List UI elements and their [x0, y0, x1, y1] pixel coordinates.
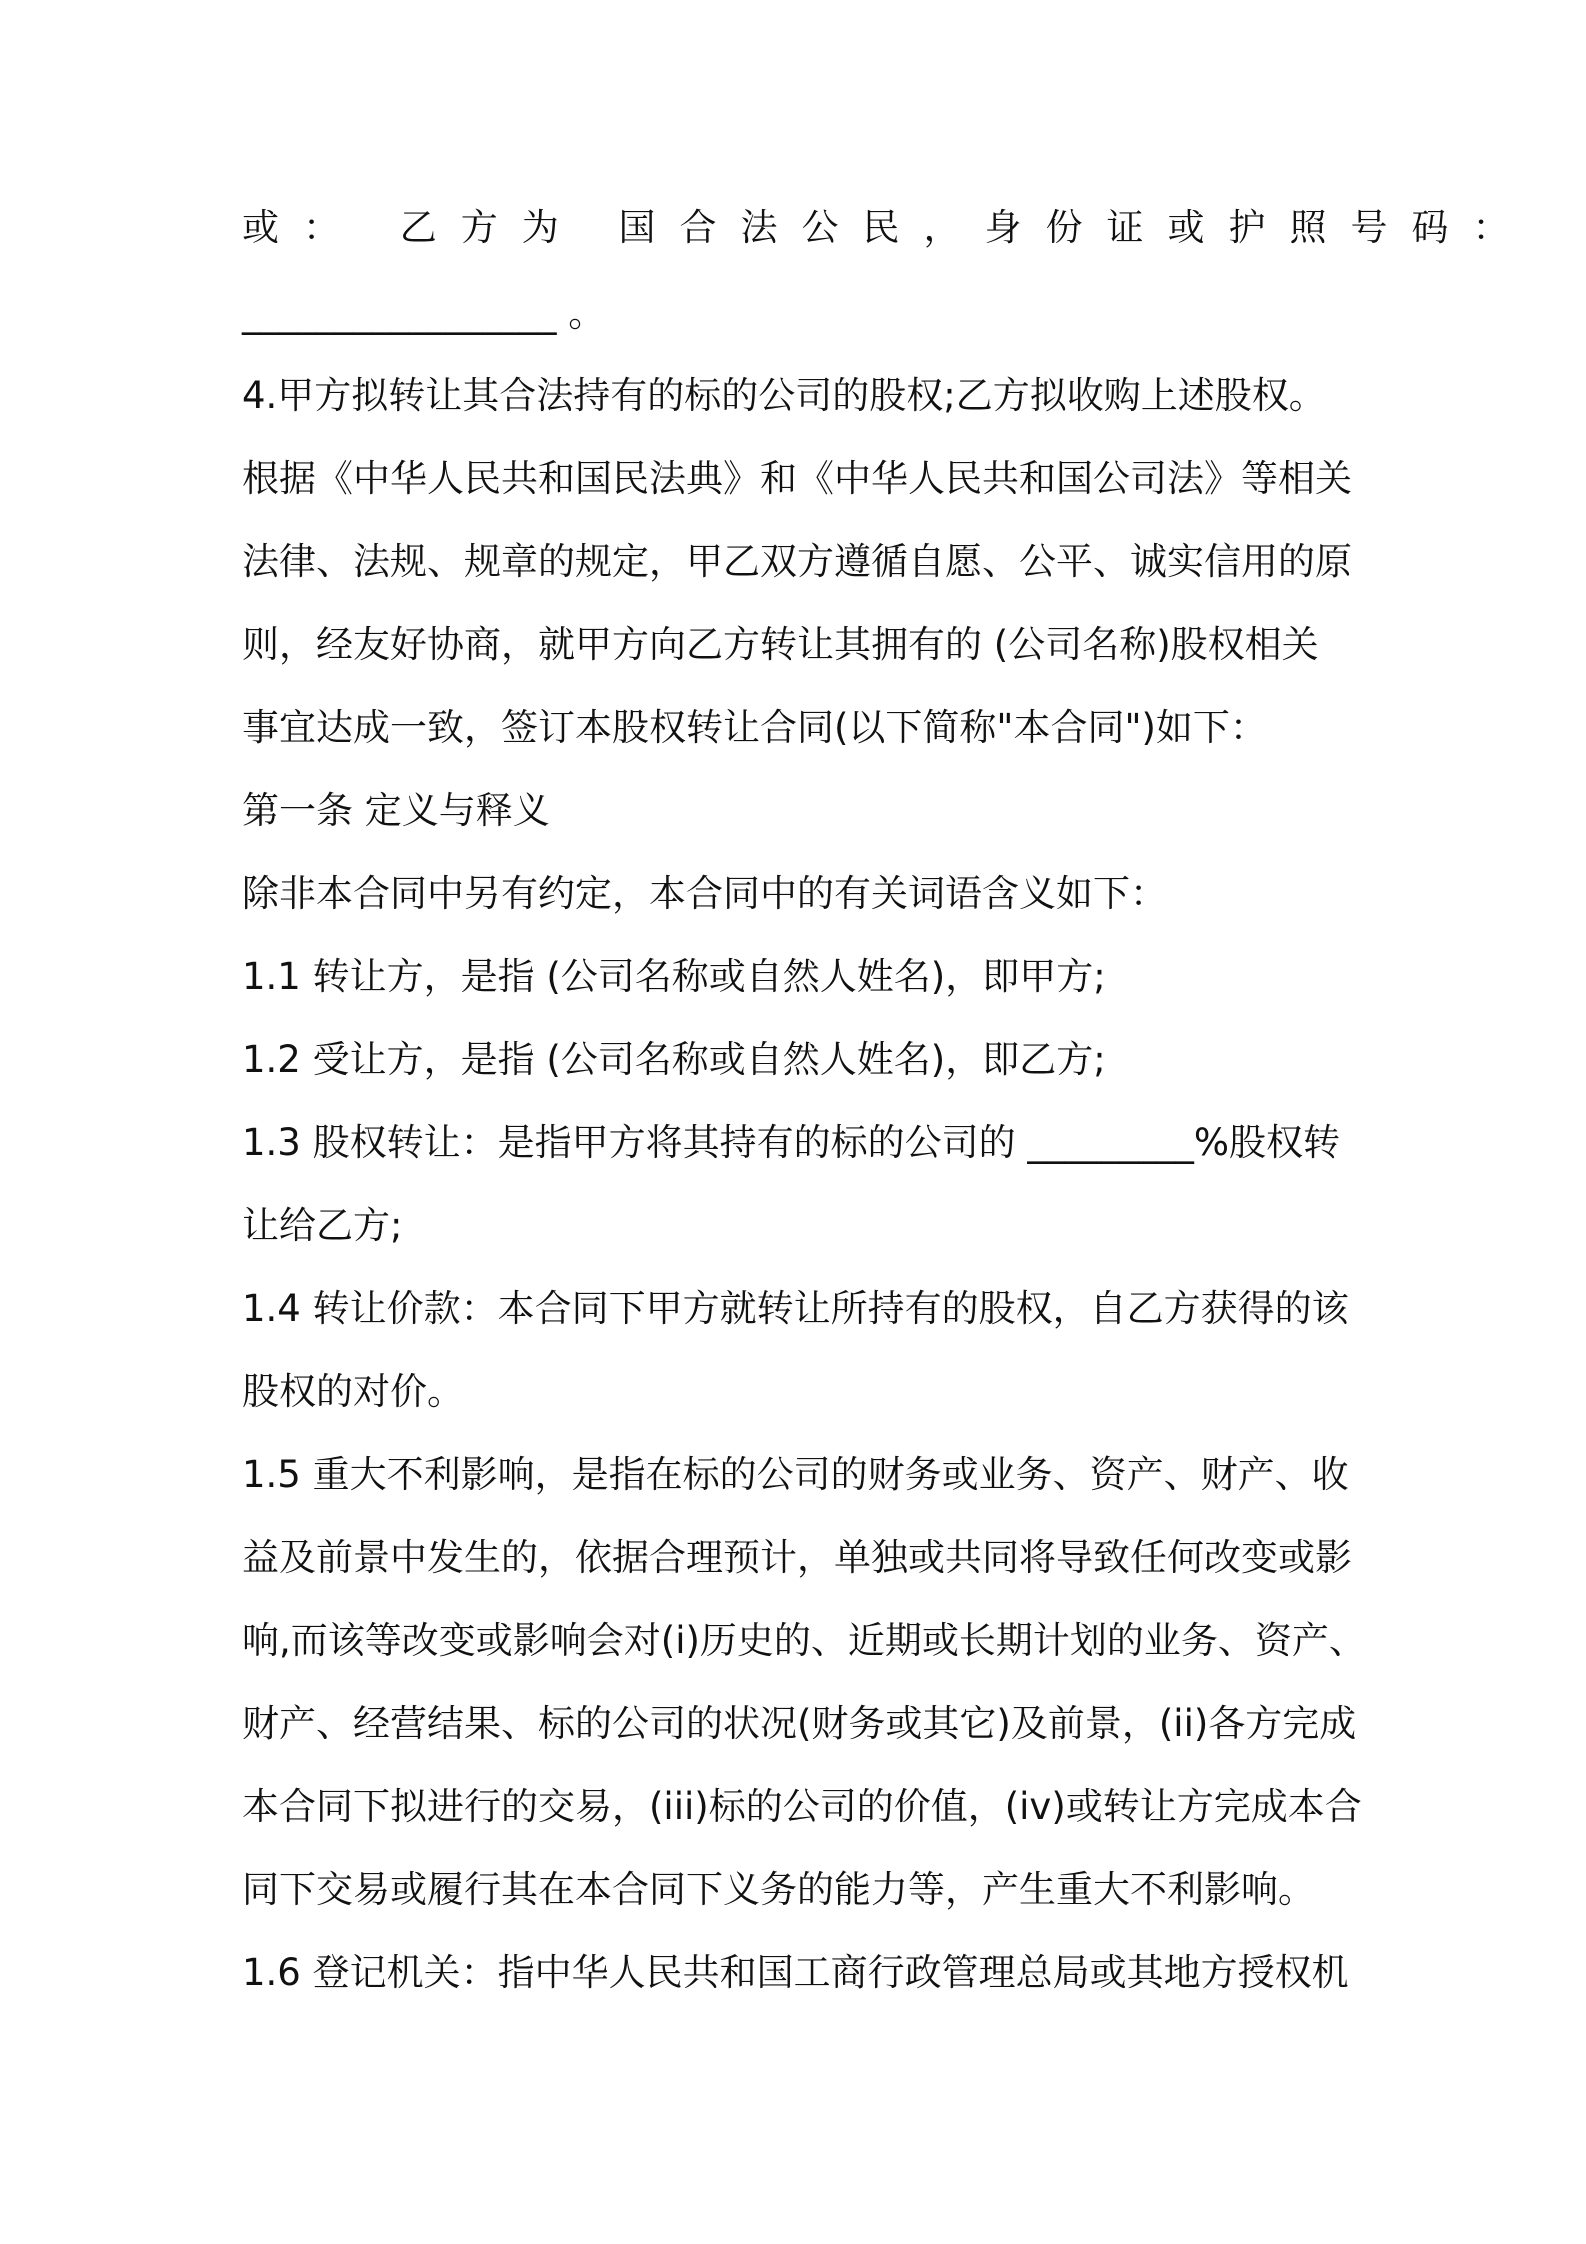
text-line: 同下交易或履行其在本合同下义务的能力等，产生重大不利影响。	[242, 1868, 1315, 1911]
text-line: 根据《中华人民共和国民法典》和《中华人民共和国公司法》等相关	[242, 457, 1352, 500]
definition-1-1: 1.1 转让方，是指 (公司名称或自然人姓名)，即甲方;	[242, 955, 1106, 998]
text-line: 除非本合同中另有约定，本合同中的有关词语含义如下：	[242, 872, 1167, 915]
definition-1-3: 1.3 股权转让：是指甲方将其持有的标的公司的 _________%股权转	[242, 1121, 1341, 1164]
text-line: 本合同下拟进行的交易，(iii)标的公司的价值，(iv)或转让方完成本合	[242, 1785, 1362, 1828]
text-line: 响,而该等改变或影响会对(i)历史的、近期或长期计划的业务、资产、	[242, 1619, 1366, 1662]
text-line: 法律、法规、规章的规定，甲乙双方遵循自愿、公平、诚实信用的原	[242, 540, 1352, 583]
text-line: 事宜达成一致，签订本股权转让合同(以下简称"本合同")如下：	[242, 706, 1267, 749]
text-line: 股权的对价。	[242, 1370, 464, 1413]
definition-1-5: 1.5 重大不利影响，是指在标的公司的财务或业务、资产、财产、收	[242, 1453, 1349, 1496]
text-line: 让给乙方;	[242, 1204, 403, 1247]
text-line: 财产、经营结果、标的公司的状况(财务或其它)及前景，(ii)各方完成	[242, 1702, 1357, 1745]
section-heading: 第一条 定义与释义	[242, 789, 550, 832]
definition-1-4: 1.4 转让价款：本合同下甲方就转让所持有的股权，自乙方获得的该	[242, 1287, 1349, 1330]
definition-1-2: 1.2 受让方，是指 (公司名称或自然人姓名)，即乙方;	[242, 1038, 1106, 1081]
text-line: 则，经友好协商，就甲方向乙方转让其拥有的 (公司名称)股权相关	[242, 623, 1319, 666]
definition-1-6: 1.6 登记机关：指中华人民共和国工商行政管理总局或其地方授权机	[242, 1951, 1349, 1994]
text-line: 益及前景中发生的，依据合理预计，单独或共同将导致任何改变或影	[242, 1536, 1352, 1579]
text-line: 4.甲方拟转让其合法持有的标的公司的股权;乙方拟收购上述股权。	[242, 374, 1326, 417]
text-line: 或： 乙方为 国合法公民，身份证或护照号码：	[242, 206, 1534, 249]
text-line: _________________ 。	[242, 292, 606, 335]
